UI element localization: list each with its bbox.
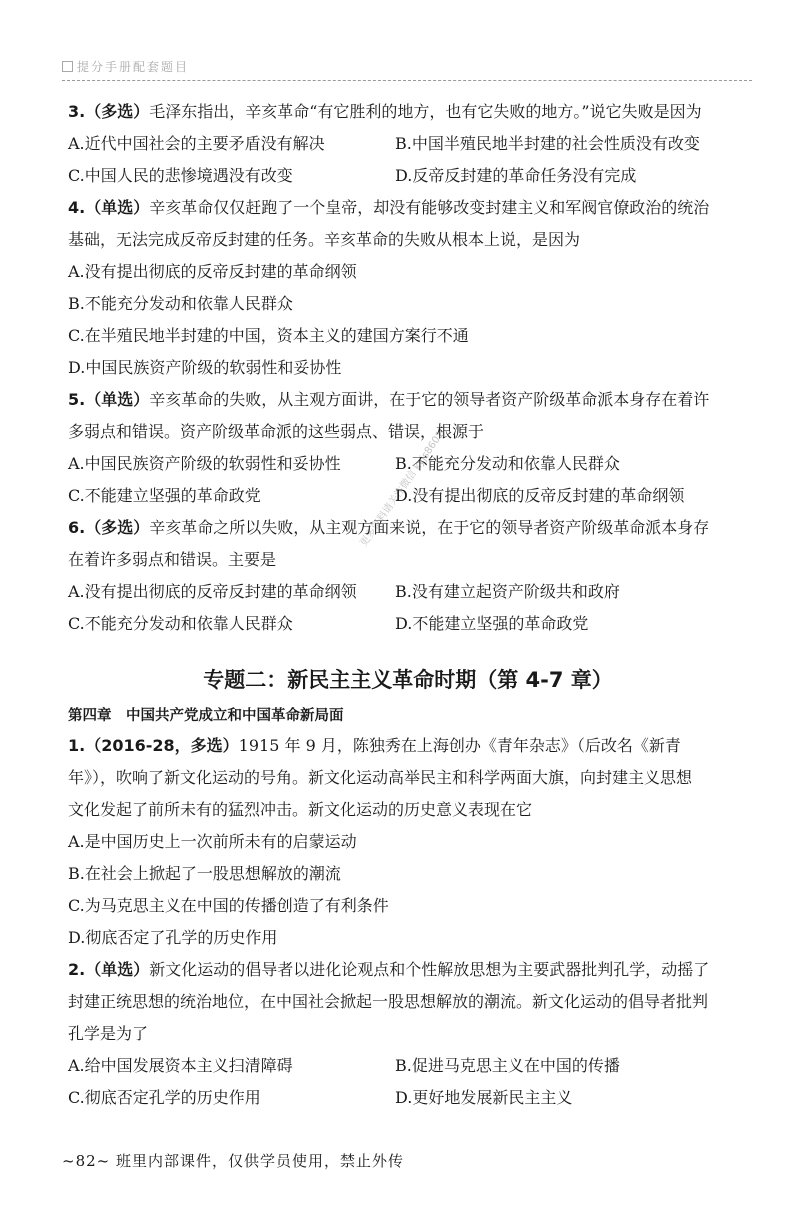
question-number: 5. — [68, 390, 86, 409]
question-stem-line — [68, 224, 748, 256]
option-row — [68, 160, 748, 192]
header-text: 提分手册配套题目 — [77, 60, 190, 74]
answer-option: D.中国民族资产阶级的软弱性和妥协性 — [68, 358, 342, 377]
question-stem-text: 辛亥革命仅仅赶跑了一个皇帝，却没有能够改变封建主义和军阀官僚政治的统治 — [149, 198, 710, 217]
question-stem-text: 年》），吹响了新文化运动的号角。新文化运动高举民主和科学两面大旗，向封建主义思想 — [68, 768, 693, 787]
footer-note: 班里内部课件，仅供学员使用，禁止外传 — [116, 1152, 405, 1170]
question — [68, 192, 748, 384]
question — [68, 512, 748, 640]
question-stem-line — [68, 730, 748, 762]
answer-option: D.反帝反封建的革命任务没有完成 — [395, 166, 637, 185]
answer-option: A.没有提出彻底的反帝反封建的革命纲领 — [68, 582, 357, 601]
question-stem-line — [68, 192, 748, 224]
question-stem-line — [68, 512, 748, 544]
question-type: （多选） — [85, 518, 150, 537]
answer-option: A.给中国发展资本主义扫清障碍 — [68, 1056, 293, 1075]
answer-option: B.在社会上掀起了一股思想解放的潮流 — [68, 864, 341, 883]
answer-option: C.中国人民的悲惨境遇没有改变 — [68, 166, 293, 185]
page-footer — [62, 1150, 404, 1171]
question-stem-text: 辛亥革命之所以失败，从主观方面来说，在于它的领导者资产阶级革命派本身存 — [149, 518, 710, 537]
question-number: 6. — [68, 518, 86, 537]
page-number: ~82~ — [62, 1152, 111, 1170]
question-group-b — [68, 730, 748, 1114]
option-row — [68, 448, 748, 480]
answer-option: A.近代中国社会的主要矛盾没有解决 — [68, 134, 325, 153]
option-row — [68, 1050, 748, 1082]
question-stem-line — [68, 544, 748, 576]
question-stem-line — [68, 416, 748, 448]
answer-option: B.不能充分发动和依靠人民群众 — [395, 454, 620, 473]
question-stem-text: 辛亥革命的失败，从主观方面讲，在于它的领导者资产阶级革命派本身存在着许 — [149, 390, 710, 409]
question — [68, 384, 748, 512]
answer-option: A.没有提出彻底的反帝反封建的革命纲领 — [68, 262, 357, 281]
section-title: 专题二：新民主主义革命时期（第 4-7 章） — [203, 668, 613, 692]
question-number: 2. — [68, 960, 86, 979]
question-stem-text: 1915 年 9 月，陈独秀在上海创办《青年杂志》（后改名《新青 — [238, 736, 681, 755]
chapter-title: 第四章 中国共产党成立和中国革命新局面 — [68, 708, 344, 724]
answer-option: B.中国半殖民地半封建的社会性质没有改变 — [395, 134, 700, 153]
question-type: （单选） — [85, 960, 150, 979]
page-content — [68, 96, 748, 1114]
option-row — [68, 128, 748, 160]
question-stem-line — [68, 1018, 748, 1050]
answer-option: C.不能充分发动和依靠人民群众 — [68, 614, 293, 633]
question-type: （单选） — [85, 198, 150, 217]
question-type: （多选） — [85, 102, 150, 121]
page-header — [62, 58, 752, 81]
answer-option: C.为马克思主义在中国的传播创造了有利条件 — [68, 896, 389, 915]
question — [68, 730, 748, 954]
question-group-a — [68, 96, 748, 640]
question-stem-text: 新文化运动的倡导者以进化论观点和个性解放思想为主要武器批判孔学，动摇了 — [149, 960, 710, 979]
question-stem-line — [68, 986, 748, 1018]
answer-option: C.在半殖民地半封建的中国，资本主义的建国方案行不通 — [68, 326, 469, 345]
question-number: 4. — [68, 198, 86, 217]
answer-option: D.更好地发展新民主主义 — [395, 1088, 573, 1107]
question-type: （单选） — [85, 390, 150, 409]
answer-option: B.没有建立起资产阶级共和政府 — [395, 582, 620, 601]
question-stem-line — [68, 794, 748, 826]
answer-option: C.彻底否定孔学的历史作用 — [68, 1088, 261, 1107]
answer-option: A.中国民族资产阶级的软弱性和妥协性 — [68, 454, 341, 473]
question-stem-text: 封建正统思想的统治地位，在中国社会掀起一股思想解放的潮流。新文化运动的倡导者批判 — [68, 992, 709, 1011]
option-row — [68, 608, 748, 640]
question-stem-line — [68, 762, 748, 794]
square-icon — [62, 61, 73, 72]
question-stem-text: 毛泽东指出，辛亥革命“有它胜利的地方，也有它失败的地方。”说它失败是因为 — [149, 102, 702, 121]
question-stem-text: 多弱点和错误。资产阶级革命派的这些弱点、错误，根源于 — [68, 422, 485, 441]
option-row — [68, 576, 748, 608]
question-stem-text: 孔学是为了 — [68, 1024, 149, 1043]
question-number: 3. — [68, 102, 86, 121]
question-stem-text: 基础，无法完成反帝反封建的任务。辛亥革命的失败从根本上说，是因为 — [68, 230, 581, 249]
option-row — [68, 1082, 748, 1114]
answer-option: D.彻底否定了孔学的历史作用 — [68, 928, 278, 947]
question-stem-text: 在着许多弱点和错误。主要是 — [68, 550, 277, 569]
answer-option: B.不能充分发动和依靠人民群众 — [68, 294, 293, 313]
option-row — [68, 480, 748, 512]
question-stem-line — [68, 384, 748, 416]
question — [68, 954, 748, 1114]
answer-option: D.没有提出彻底的反帝反封建的革命纲领 — [395, 486, 685, 505]
question-stem-line — [68, 954, 748, 986]
answer-option: D.不能建立坚强的革命政党 — [395, 614, 589, 633]
question — [68, 96, 748, 192]
question-stem-text: 文化发起了前所未有的猛烈冲击。新文化运动的历史意义表现在它 — [68, 800, 533, 819]
question-stem-line — [68, 96, 748, 128]
watermark: 更多资料请关注微信 kyjs8601 — [358, 429, 447, 549]
question-type: （2016-28，多选） — [85, 736, 239, 755]
question-number: 1. — [68, 736, 86, 755]
answer-option: B.促进马克思主义在中国的传播 — [395, 1056, 620, 1075]
answer-option: C.不能建立坚强的革命政党 — [68, 486, 261, 505]
answer-option: A.是中国历史上一次前所未有的启蒙运动 — [68, 832, 357, 851]
